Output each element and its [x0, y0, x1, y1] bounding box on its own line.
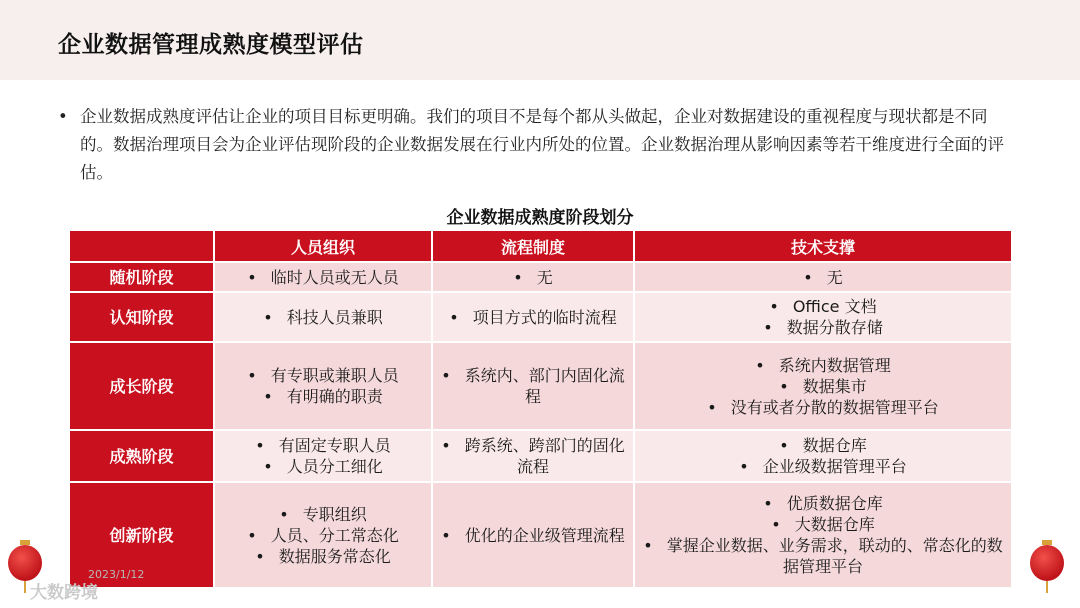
header-process: 流程制度 [432, 230, 634, 262]
list-item [641, 435, 1005, 456]
list-item [439, 267, 627, 288]
list-item [439, 365, 627, 407]
item-text: 优质数据仓库 [786, 494, 883, 513]
list-item [439, 435, 627, 477]
list-item [221, 435, 425, 456]
list-item [221, 525, 425, 546]
bullet-dot: • [763, 494, 773, 513]
list-item [221, 386, 425, 407]
stage-label: 随机阶段 [69, 262, 214, 292]
bullet-dot: • [263, 387, 273, 406]
cell-process [432, 482, 634, 588]
list-item [221, 546, 425, 567]
list-item [221, 307, 425, 328]
bullet-dot: • [263, 307, 273, 327]
item-text: Office 文档 [792, 297, 877, 316]
item-text: 数据集市 [802, 376, 867, 396]
item-text: 跨系统、跨部门的固化流程 [464, 436, 625, 476]
cell-people [214, 430, 432, 482]
bullet-dot: • [255, 546, 265, 566]
item-text: 人员分工细化 [286, 457, 383, 476]
header-corner [69, 230, 214, 262]
stage-label: 创新阶段 [69, 482, 214, 588]
header-people: 人员组织 [214, 230, 432, 262]
bullet-dot: • [771, 515, 781, 534]
bullet-dot: • [255, 436, 265, 455]
list-item [221, 267, 425, 288]
bullet-dot: • [441, 366, 451, 385]
cell-people [214, 292, 432, 342]
header-tech: 技术支撑 [634, 230, 1012, 262]
list-item [641, 355, 1005, 376]
cell-process [432, 292, 634, 342]
table-row [69, 430, 1012, 482]
item-text: 有固定专职人员 [278, 436, 391, 455]
bullet-dot: • [441, 525, 451, 545]
cell-tech [634, 342, 1012, 430]
header-bar [0, 0, 1080, 80]
bullet-dot: • [247, 525, 257, 545]
stage-label: 成长阶段 [69, 342, 214, 430]
table-title: 企业数据成熟度阶段划分 [446, 208, 634, 228]
item-text: 大数据仓库 [794, 515, 875, 534]
bullet-dot: • [513, 267, 523, 287]
bullet-dot: • [739, 457, 749, 476]
item-text: 人员、分工常态化 [270, 525, 399, 545]
bullet-dot: • [763, 318, 773, 337]
cell-tech [634, 262, 1012, 292]
item-text: 系统内、部门内固化流程 [464, 366, 625, 406]
bullet-dot: • [779, 376, 789, 396]
item-text: 专职组织 [302, 504, 367, 524]
bullet-dot: • [769, 297, 779, 316]
list-item [221, 504, 425, 525]
list-item [641, 296, 1005, 317]
list-item [641, 535, 1005, 577]
bullet-dot: • [247, 267, 257, 287]
stage-label: 认知阶段 [69, 292, 214, 342]
table-row [69, 262, 1012, 292]
item-text: 企业级数据管理平台 [762, 457, 907, 476]
item-text: 没有或者分散的数据管理平台 [730, 397, 939, 417]
item-text: 无 [826, 267, 843, 287]
list-item [641, 456, 1005, 477]
stage-label: 成熟阶段 [69, 430, 214, 482]
bullet-dot: • [803, 267, 813, 287]
list-item [641, 267, 1005, 288]
cell-tech [634, 430, 1012, 482]
list-item [641, 397, 1005, 418]
cell-people [214, 342, 432, 430]
maturity-table [68, 229, 1013, 589]
cell-process [432, 342, 634, 430]
item-text: 数据服务常态化 [278, 546, 391, 566]
item-text: 科技人员兼职 [286, 307, 383, 327]
item-text: 无 [536, 267, 553, 287]
intro-text: 企业数据成熟度评估让企业的项目目标更明确。我们的项目不是每个都从头做起，企业对数据建设的重视程度与现状都是不同的。数据治理项目会为企业评估现阶段的企业数据发展在行业内所处的位置。企业数据治理从影响因素等若干维度进行全面的评估。 [80, 107, 1004, 182]
item-text: 优化的企业级管理流程 [464, 525, 625, 545]
item-text: 项目方式的临时流程 [472, 307, 617, 327]
cell-process [432, 262, 634, 292]
item-text: 有专职或兼职人员 [270, 366, 399, 385]
watermark-text: 大数跨境 [30, 583, 98, 603]
list-item [221, 456, 425, 477]
page-title: 企业数据管理成熟度模型评估 [58, 32, 364, 58]
list-item [221, 365, 425, 386]
item-text: 掌握企业数据、业务需求，联动的、常态化的数据管理平台 [666, 536, 1003, 576]
item-text: 数据仓库 [802, 436, 867, 455]
cell-people [214, 262, 432, 292]
bullet-dot: • [449, 307, 459, 327]
date-stamp: 2023/1/12 [88, 568, 145, 581]
lantern-icon [1030, 545, 1064, 581]
intro-paragraph [58, 103, 1018, 187]
lantern-icon [8, 545, 42, 581]
bullet-dot: • [707, 397, 717, 417]
list-item [641, 514, 1005, 535]
list-item [439, 525, 627, 546]
table-row [69, 482, 1012, 588]
bullet-dot: • [779, 436, 789, 455]
table-row [69, 342, 1012, 430]
cell-tech [634, 292, 1012, 342]
list-item [439, 307, 627, 328]
item-text: 数据分散存储 [786, 318, 883, 337]
bullet-dot: • [643, 536, 653, 555]
item-text: 临时人员或无人员 [270, 267, 399, 287]
bullet-dot: • [58, 107, 68, 126]
bullet-dot: • [263, 457, 273, 476]
bullet-dot: • [247, 366, 257, 385]
item-text: 系统内数据管理 [778, 355, 891, 375]
list-item [641, 493, 1005, 514]
bullet-dot: • [755, 355, 765, 375]
cell-tech [634, 482, 1012, 588]
bullet-dot: • [279, 504, 289, 524]
list-item [641, 317, 1005, 338]
cell-people [214, 482, 432, 588]
list-item [641, 376, 1005, 397]
table-header-row [69, 230, 1012, 262]
cell-process [432, 430, 634, 482]
bullet-dot: • [441, 436, 451, 455]
table-row [69, 292, 1012, 342]
item-text: 有明确的职责 [286, 387, 383, 406]
